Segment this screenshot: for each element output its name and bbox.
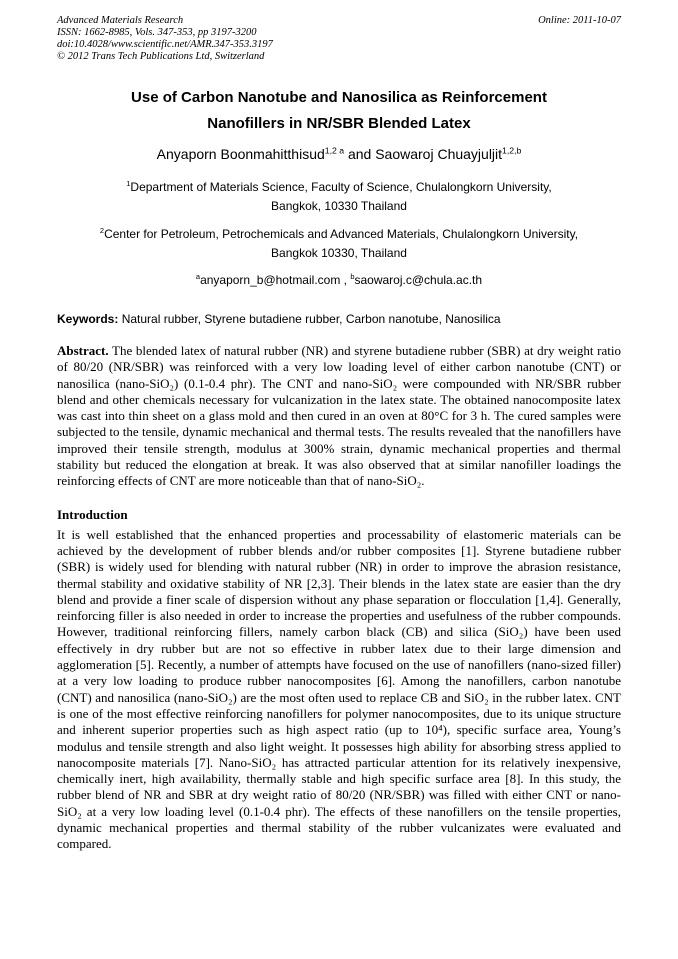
email-a: anyaporn_b@hotmail.com	[200, 273, 341, 287]
author-2-name: Saowaroj Chuayjuljit	[375, 146, 503, 162]
abstract-text: The blended latex of natural rubber (NR) and styrene butadiene rubber (SBR) at dry weight ratio of 80/20 (NR/SBR) was reinforced with a very low loading level of either carbon nanotube (CNT) or nanosilica (nano-SiO₂) (0.1-0.4 phr). The CNT and nano-SiO₂ were compounded with NR/SBR rubber blend and other chemicals necessary for vulcanization in the latex state. The obtained nanocomposite latex was cast into thin sheet on a glass mold and then cured in an oven at 80°C for 3 h. The cured samples were subjected to the tensile, dynamic mechanical and thermal tests. The results revealed that the nanofillers have improved their tensile strength, modulus at 300% strain, dynamic mechanical properties and thermal stability but reduced the elongation at break. It was also observed that at similar nanofiller loadings the reinforcing effects of CNT are more noticeable than that of nano-SiO₂.	[57, 343, 621, 489]
affiliation-2	[57, 225, 621, 263]
journal-header-left	[57, 15, 273, 63]
emails-line	[57, 271, 621, 289]
affiliation-1	[57, 178, 621, 216]
abstract-paragraph	[57, 343, 621, 490]
keywords-line	[57, 311, 621, 327]
affiliation-2-line-2: Bangkok 10330, Thailand	[271, 246, 407, 260]
affiliation-1-line-1	[57, 178, 621, 197]
keywords-text: Natural rubber, Styrene butadiene rubber, Carbon nanotube, Nanosilica	[118, 312, 501, 326]
affiliation-2-text: Center for Petroleum, Petrochemicals and Advanced Materials, Chulalongkorn University,	[104, 227, 579, 241]
authors-connector: and	[344, 146, 376, 162]
email-b-mark: b	[350, 272, 355, 281]
email-b: saowaroj.c@chula.ac.th	[354, 273, 483, 287]
journal-name: Advanced Materials Research	[57, 15, 184, 26]
paper-title	[57, 85, 621, 137]
affiliation-2-line-1	[57, 225, 621, 244]
authors-line	[57, 145, 621, 163]
author-1-affiliation-marks: 1,2 a	[324, 145, 345, 156]
affiliation-1-line-2: Bangkok, 10330 Thailand	[271, 199, 407, 213]
paper-title-line-2: Nanofillers in NR/SBR Blended Latex	[207, 115, 471, 132]
introduction-heading: Introduction	[57, 506, 128, 522]
copyright-line: © 2012 Trans Tech Publications Ltd, Switzerland	[57, 51, 265, 62]
email-a-mark: a	[195, 272, 201, 281]
author-1-name: Anyaporn Boonmahitthisud	[156, 146, 325, 162]
affiliation-2-mark: 2	[99, 226, 105, 235]
journal-header	[57, 15, 621, 63]
paper-title-line-1: Use of Carbon Nanotube and Nanosilica as Reinforcement	[131, 89, 547, 106]
affiliation-1-mark: 1	[126, 179, 131, 188]
issn-line: ISSN: 1662-8985, Vols. 347-353, pp 3197-3200	[57, 27, 257, 38]
doi-line: doi:10.4028/www.scientific.net/AMR.347-353.3197	[57, 39, 273, 50]
affiliation-1-text: Department of Materials Science, Faculty of Science, Chulalongkorn University,	[130, 180, 552, 194]
keywords-label: Keywords:	[57, 312, 119, 326]
abstract-label: Abstract.	[57, 343, 109, 358]
author-2-affiliation-marks: 1,2,b	[502, 145, 522, 156]
introduction-paragraph: It is well established that the enhanced properties and processability of elastomeric materials can be achieved by the development of rubber blends and/or rubber composites [1]. Styrene butadiene rubber (SBR) is widely used for blending with natural rubber (NR) in order to improve the abrasion resistance, thermal stability and oxidative stability of NR [2,3]. Their blends in the latex state are easier than the dry blend and provide a finer scale of dispersion without any phase separation or flocculation [1,4]. Generally, reinforcing filler is also needed in order to increase the properties and usefulness of the rubber compounds. However, traditional reinforcing fillers, namely carbon black (CB) and silica (SiO₂) have been used effectively in dry rubber but are not so effective in rubber latex due to their large dimension and agglomeration [5]. Recently, a number of attempts have focused on the use of nanofillers (nano-sized filler) at a very low loading to produce rubber nanocomposites [6]. Among the nanofillers, carbon nanotube (CNT) and nanosilica (nano-SiO₂) are the most often used to replace CB and SiO₂ in the rubber latex. CNT is one of the most effective reinforcing nanofillers for polymer nanocomposites, due to its unique structure and inherent superior properties such as high aspect ratio (up to 10⁴), specific surface area, Young’s modulus and tensile strength and also light weight. It possesses high ability for absorbing stress applied to nanocomposite materials [7]. Nano-SiO₂ has attracted particular attention for its relatively inexpensive, chemically inert, high availability, thermally stable and high specific surface area [8]. In this study, the rubber blend of NR and SBR at dry weight ratio of 80/20 (NR/SBR) was filled with either CNT or nano-SiO₂ at a very low loading level (0.1-0.4 phr). The effects of these nanofillers on the tensile properties, dynamic mechanical properties and thermal stability of the rubber vulcanizates were evaluated and compared.	[57, 526, 621, 852]
email-separator: ,	[340, 273, 351, 287]
online-date: Online: 2011-10-07	[538, 15, 621, 26]
